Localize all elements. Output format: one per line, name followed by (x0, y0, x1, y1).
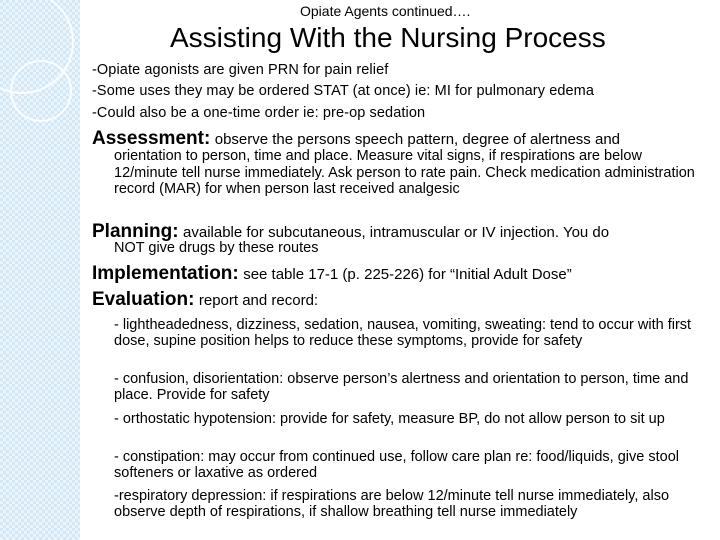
evaluation-item: -respiratory depression: if respirations are below 12/minute tell nurse immediately, also observe depth of respirations, if shallow breathing tell nurse immediately (114, 488, 670, 521)
evaluation-text: report and record: (198, 292, 319, 309)
planning-body: NOT give drugs by these routes (114, 240, 319, 256)
implementation-heading-line (92, 263, 572, 285)
intro-line: -Could also be a one-time order ie: pre-op sedation (92, 105, 426, 121)
implementation-text: see table 17-1 (p. 225-226) for “Initial Adult Dose” (243, 266, 572, 283)
slide-title: Assisting With the Nursing Process (170, 22, 606, 53)
evaluation-label: Evaluation: (92, 289, 195, 310)
planning-label: Planning: (92, 221, 179, 242)
evaluation-heading-line (92, 289, 318, 311)
evaluation-item: - lightheadedness, dizziness, sedation, nausea, vomiting, sweating: tend to occur with first dose, supine position helps to reduce these symptoms, provide for safety (114, 317, 692, 350)
decorative-sidebar (0, 0, 80, 540)
evaluation-item: - orthostatic hypotension: provide for safety, measure BP, do not allow person to sit up (114, 411, 665, 427)
implementation-label: Implementation: (92, 263, 239, 284)
assessment-heading-line (92, 128, 620, 150)
planning-first-line: available for subcutaneous, intramuscular or IV injection. You do (183, 224, 610, 241)
intro-line: -Opiate agonists are given PRN for pain relief (92, 62, 389, 78)
decorative-circle-small (10, 60, 72, 122)
assessment-body: orientation to person, time and place. Measure vital signs, if respirations are below 12/minute tell nurse immediately. Ask person to rate pain. Check medication administration record (MAR) for when person last received analgesic (114, 148, 695, 197)
evaluation-item: - confusion, disorientation: observe person’s alertness and orientation to person, time and place. Provide for safety (114, 371, 689, 404)
assessment-label: Assessment: (92, 128, 211, 149)
intro-line: -Some uses they may be ordered STAT (at once) ie: MI for pulmonary edema (92, 83, 595, 99)
assessment-first-line: observe the persons speech pattern, degree of alertness and (214, 131, 620, 148)
evaluation-item: - constipation: may occur from continued use, follow care plan re: food/liquids, give stool softeners or laxative as ordered (114, 449, 679, 482)
top-note: Opiate Agents continued…. (300, 3, 471, 19)
